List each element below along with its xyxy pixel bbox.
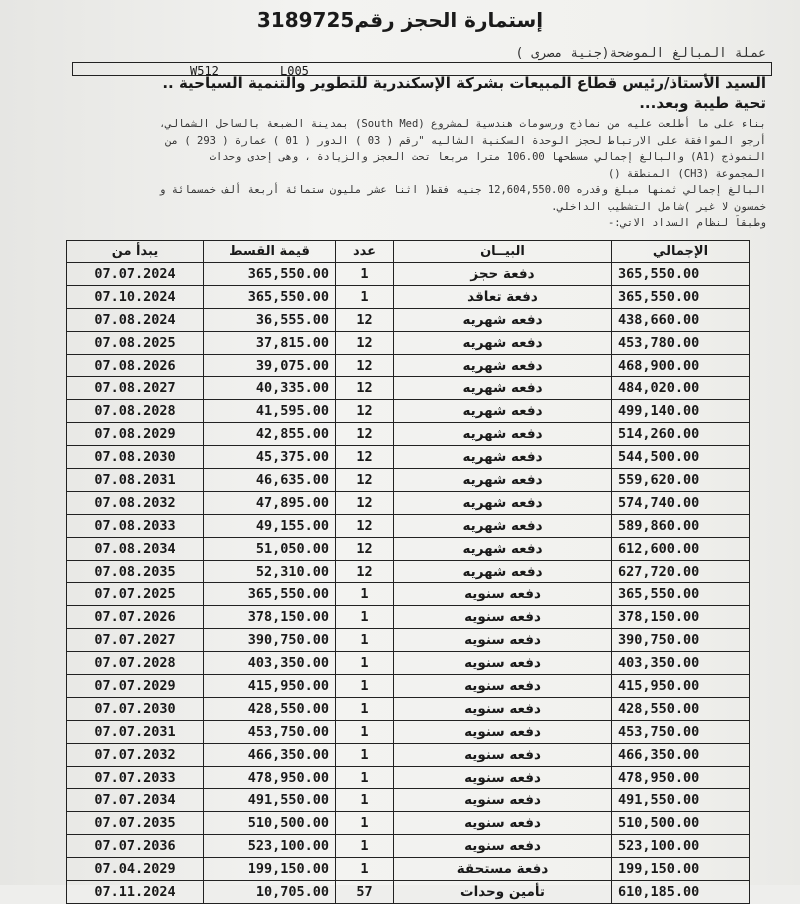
cell-installment: 491,550.00 — [204, 789, 336, 812]
cell-total: 589,860.00 — [612, 514, 750, 537]
cell-count: 1 — [336, 606, 394, 629]
cell-start-date: 07.07.2035 — [67, 812, 204, 835]
cell-start-date: 07.11.2024 — [67, 881, 204, 904]
cell-total: 199,150.00 — [612, 858, 750, 881]
cell-description: دفعة مستحقة — [394, 858, 612, 881]
body-line: وطبقاً لنظام السداد الاتي:- — [607, 217, 766, 229]
cell-start-date: 07.07.2026 — [67, 606, 204, 629]
cell-count: 12 — [336, 400, 394, 423]
cell-description: دفعه شهريه — [394, 400, 612, 423]
cell-count: 1 — [336, 720, 394, 743]
cell-start-date: 07.08.2024 — [67, 308, 204, 331]
header-count: عدد — [336, 241, 394, 263]
table-row — [67, 583, 750, 606]
cell-installment: 49,155.00 — [204, 514, 336, 537]
cell-start-date: 07.08.2031 — [67, 469, 204, 492]
cell-installment: 42,855.00 — [204, 423, 336, 446]
cell-count: 12 — [336, 377, 394, 400]
cell-count: 1 — [336, 743, 394, 766]
table-row — [67, 697, 750, 720]
cell-total: 365,550.00 — [612, 263, 750, 286]
unit-code-1: W512 — [190, 64, 219, 78]
table-row — [67, 354, 750, 377]
cell-description: دفعه سنويه — [394, 697, 612, 720]
cell-description: دفعه شهريه — [394, 354, 612, 377]
cell-count: 1 — [336, 629, 394, 652]
cell-description: دفعه سنويه — [394, 766, 612, 789]
cell-total: 484,020.00 — [612, 377, 750, 400]
cell-count: 12 — [336, 560, 394, 583]
cell-installment: 453,750.00 — [204, 720, 336, 743]
addressee: السيد الأستاذ/رئيس قطاع المبيعات بشركة الإسكندرية للتطوير والتنمية السياحية .. — [162, 74, 766, 92]
table-row — [67, 812, 750, 835]
cell-installment: 39,075.00 — [204, 354, 336, 377]
cell-installment: 466,350.00 — [204, 743, 336, 766]
table-row — [67, 881, 750, 904]
cell-installment: 510,500.00 — [204, 812, 336, 835]
table-row — [67, 285, 750, 308]
cell-description: دفعه شهريه — [394, 491, 612, 514]
table-row — [67, 835, 750, 858]
body-line: البالغ إجمالي ثمنها مبلغ وقدره 12,604,550.00 جنيه فقط( اثنا عشر مليون ستمائة أربعة ألف خمسمائة و — [159, 184, 766, 196]
cell-description: دفعه شهريه — [394, 560, 612, 583]
cell-description: دفعه سنويه — [394, 675, 612, 698]
cell-total: 514,260.00 — [612, 423, 750, 446]
cell-installment: 51,050.00 — [204, 537, 336, 560]
cell-count: 12 — [336, 491, 394, 514]
cell-start-date: 07.08.2029 — [67, 423, 204, 446]
table-row — [67, 377, 750, 400]
cell-start-date: 07.07.2025 — [67, 583, 204, 606]
cell-installment: 365,550.00 — [204, 583, 336, 606]
table-row — [67, 606, 750, 629]
header-installment: قيمة القسط — [204, 241, 336, 263]
cell-description: دفعه شهريه — [394, 469, 612, 492]
cell-installment: 378,150.00 — [204, 606, 336, 629]
cell-total: 523,100.00 — [612, 835, 750, 858]
cell-installment: 37,815.00 — [204, 331, 336, 354]
cell-installment: 45,375.00 — [204, 446, 336, 469]
cell-description: دفعه سنويه — [394, 583, 612, 606]
cell-total: 610,185.00 — [612, 881, 750, 904]
cell-installment: 47,895.00 — [204, 491, 336, 514]
cell-count: 12 — [336, 331, 394, 354]
table-row — [67, 446, 750, 469]
cell-start-date: 07.10.2024 — [67, 285, 204, 308]
cell-description: دفعه شهريه — [394, 308, 612, 331]
cell-description: دفعه شهريه — [394, 423, 612, 446]
cell-start-date: 07.08.2032 — [67, 491, 204, 514]
cell-installment: 390,750.00 — [204, 629, 336, 652]
cell-installment: 52,310.00 — [204, 560, 336, 583]
cell-description: دفعه شهريه — [394, 537, 612, 560]
cell-start-date: 07.07.2030 — [67, 697, 204, 720]
table-row — [67, 469, 750, 492]
payment-schedule-table — [66, 240, 750, 904]
cell-count: 12 — [336, 308, 394, 331]
header-description: البيــان — [394, 241, 612, 263]
table-row — [67, 766, 750, 789]
cell-count: 1 — [336, 285, 394, 308]
cell-total: 544,500.00 — [612, 446, 750, 469]
cell-start-date: 07.07.2028 — [67, 652, 204, 675]
table-row — [67, 514, 750, 537]
cell-installment: 46,635.00 — [204, 469, 336, 492]
cell-description: دفعة تعاقد — [394, 285, 612, 308]
cell-start-date: 07.07.2029 — [67, 675, 204, 698]
table-row — [67, 560, 750, 583]
header-start-date: يبدأ من — [67, 241, 204, 263]
cell-total: 627,720.00 — [612, 560, 750, 583]
cell-description: دفعة حجز — [394, 263, 612, 286]
cell-total: 428,550.00 — [612, 697, 750, 720]
table-row — [67, 743, 750, 766]
cell-total: 612,600.00 — [612, 537, 750, 560]
cell-description: دفعه سنويه — [394, 606, 612, 629]
form-title: إستمارة الحجز رقم3189725 — [256, 8, 544, 32]
cell-start-date: 07.07.2031 — [67, 720, 204, 743]
cell-count: 1 — [336, 263, 394, 286]
table-row — [67, 308, 750, 331]
cell-start-date: 07.08.2034 — [67, 537, 204, 560]
cell-count: 1 — [336, 675, 394, 698]
cell-installment: 41,595.00 — [204, 400, 336, 423]
cell-total: 468,900.00 — [612, 354, 750, 377]
cell-description: دفعه سنويه — [394, 835, 612, 858]
body-paragraph — [26, 116, 766, 232]
cell-start-date: 07.08.2025 — [67, 331, 204, 354]
cell-description: دفعه شهريه — [394, 331, 612, 354]
cell-total: 378,150.00 — [612, 606, 750, 629]
table-header-row — [67, 241, 750, 263]
cell-count: 1 — [336, 652, 394, 675]
cell-installment: 199,150.00 — [204, 858, 336, 881]
cell-total: 559,620.00 — [612, 469, 750, 492]
cell-count: 12 — [336, 423, 394, 446]
table-row — [67, 423, 750, 446]
cell-count: 57 — [336, 881, 394, 904]
cell-start-date: 07.07.2033 — [67, 766, 204, 789]
cell-total: 574,740.00 — [612, 491, 750, 514]
table-row — [67, 675, 750, 698]
cell-count: 1 — [336, 858, 394, 881]
body-line: بناء على ما أطلعت عليه من نماذج ورسومات هندسية لمشروع (South Med) بمدينة الضبعة بالساحل الشمالي، — [159, 118, 766, 130]
table-row — [67, 789, 750, 812]
cell-description: دفعه شهريه — [394, 377, 612, 400]
body-line: خمسون لا غير )شامل التشطيب الداخلي. — [551, 200, 766, 213]
cell-installment: 403,350.00 — [204, 652, 336, 675]
cell-count: 1 — [336, 812, 394, 835]
cell-installment: 36,555.00 — [204, 308, 336, 331]
table-row — [67, 331, 750, 354]
cell-start-date: 07.08.2028 — [67, 400, 204, 423]
cell-installment: 40,335.00 — [204, 377, 336, 400]
currency-note: عملة المبالغ الموضحة(جنية مصرى ) — [515, 46, 766, 61]
cell-description: دفعه سنويه — [394, 812, 612, 835]
body-line: المجموعة (CH3) المنطقة () — [607, 167, 766, 180]
cell-total: 438,660.00 — [612, 308, 750, 331]
cell-description: دفعه سنويه — [394, 652, 612, 675]
cell-installment: 415,950.00 — [204, 675, 336, 698]
table-row — [67, 629, 750, 652]
cell-start-date: 07.08.2030 — [67, 446, 204, 469]
cell-description: دفعه سنويه — [394, 789, 612, 812]
unit-code-2: L005 — [280, 64, 309, 78]
cell-total: 365,550.00 — [612, 583, 750, 606]
cell-start-date: 07.08.2035 — [67, 560, 204, 583]
cell-description: دفعه سنويه — [394, 743, 612, 766]
cell-count: 1 — [336, 789, 394, 812]
table-row — [67, 720, 750, 743]
cell-count: 12 — [336, 446, 394, 469]
cell-description: دفعه شهريه — [394, 446, 612, 469]
table-row — [67, 400, 750, 423]
cell-count: 1 — [336, 583, 394, 606]
cell-installment: 10,705.00 — [204, 881, 336, 904]
table-row — [67, 858, 750, 881]
cell-total: 403,350.00 — [612, 652, 750, 675]
cell-description: دفعه شهريه — [394, 514, 612, 537]
cell-description: دفعه سنويه — [394, 720, 612, 743]
cell-total: 499,140.00 — [612, 400, 750, 423]
body-line: أرجو الموافقة على الارتباط لحجز الوحدة السكنية الشاليه "رقم ( 03 ) الدور ( 01 ) عمارة ( 293 ) من — [165, 134, 766, 147]
cell-total: 365,550.00 — [612, 285, 750, 308]
cell-description: تأمين وحدات — [394, 881, 612, 904]
cell-count: 1 — [336, 697, 394, 720]
cell-installment: 428,550.00 — [204, 697, 336, 720]
cell-count: 1 — [336, 835, 394, 858]
cell-count: 1 — [336, 766, 394, 789]
cell-total: 453,780.00 — [612, 331, 750, 354]
cell-total: 466,350.00 — [612, 743, 750, 766]
cell-start-date: 07.07.2032 — [67, 743, 204, 766]
cell-total: 510,500.00 — [612, 812, 750, 835]
greeting: تحية طيبة وبعد... — [639, 94, 766, 112]
cell-description: دفعه سنويه — [394, 629, 612, 652]
cell-count: 12 — [336, 514, 394, 537]
table-row — [67, 263, 750, 286]
cell-start-date: 07.07.2027 — [67, 629, 204, 652]
header-total: الإجمالي — [612, 241, 750, 263]
cell-total: 491,550.00 — [612, 789, 750, 812]
cell-count: 12 — [336, 469, 394, 492]
cell-start-date: 07.07.2036 — [67, 835, 204, 858]
cell-total: 415,950.00 — [612, 675, 750, 698]
cell-installment: 365,550.00 — [204, 263, 336, 286]
cell-start-date: 07.08.2027 — [67, 377, 204, 400]
cell-installment: 523,100.00 — [204, 835, 336, 858]
cell-start-date: 07.07.2034 — [67, 789, 204, 812]
cell-start-date: 07.08.2026 — [67, 354, 204, 377]
cell-start-date: 07.07.2024 — [67, 263, 204, 286]
cell-installment: 365,550.00 — [204, 285, 336, 308]
cell-start-date: 07.04.2029 — [67, 858, 204, 881]
cell-count: 12 — [336, 537, 394, 560]
cell-installment: 478,950.00 — [204, 766, 336, 789]
table-row — [67, 537, 750, 560]
cell-total: 453,750.00 — [612, 720, 750, 743]
cell-total: 390,750.00 — [612, 629, 750, 652]
cell-count: 12 — [336, 354, 394, 377]
table-row — [67, 652, 750, 675]
table-row — [67, 491, 750, 514]
cell-start-date: 07.08.2033 — [67, 514, 204, 537]
body-line: النموذج (A1) والبالغ إجمالي مسطحها 106.00 مترا مربعا تحت العجز والزيادة ، وهى إحدى وحدات — [209, 151, 766, 163]
cell-total: 478,950.00 — [612, 766, 750, 789]
